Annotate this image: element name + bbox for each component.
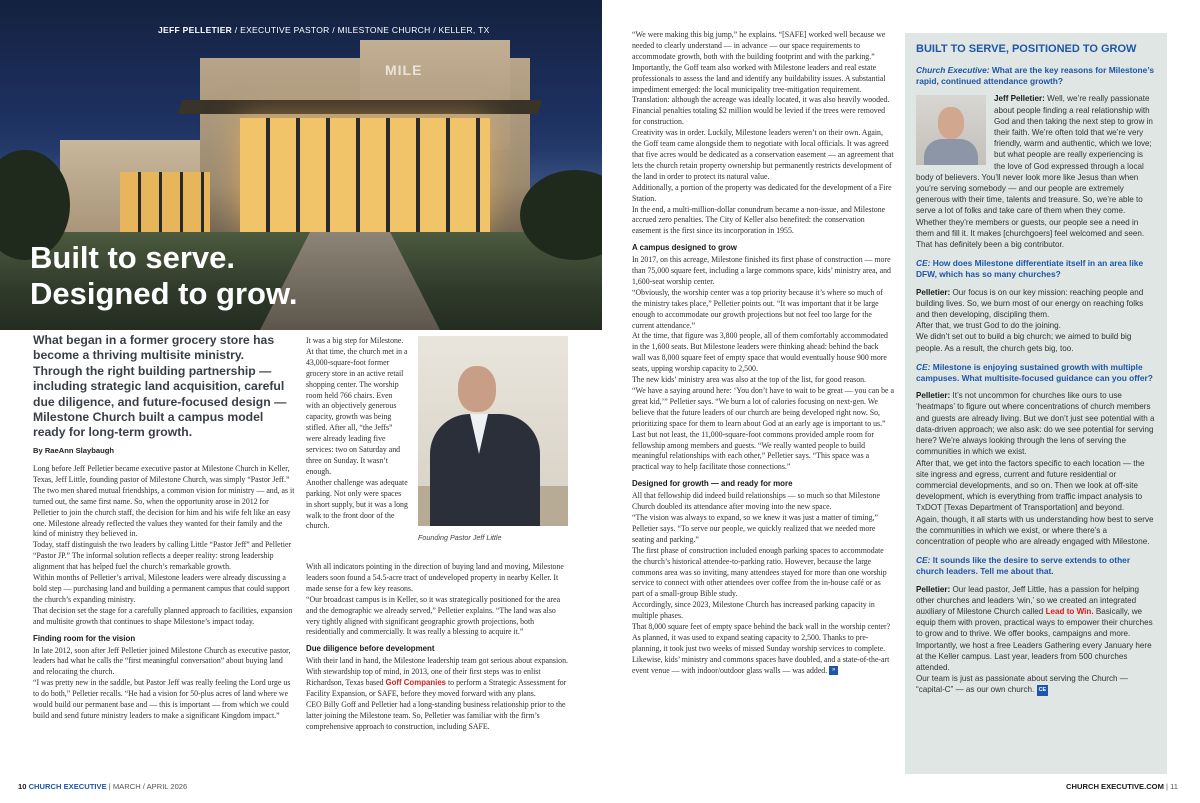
- photo-caption: Founding Pastor Jeff Little: [418, 533, 502, 542]
- subheading: A campus designed to grow: [632, 243, 737, 253]
- hero-photo: [0, 0, 602, 330]
- paragraph: Within months of Pelletier’s arrival, Milestone leaders were already discussing a bold step — purchasing land and building a permanent campus that could support the church’s expanding ministry.: [33, 573, 290, 604]
- continue-arrow-icon: »: [829, 666, 838, 675]
- headline-line-1: Built to serve.: [30, 240, 235, 275]
- head: [458, 366, 496, 412]
- paragraph: Long before Jeff Pelletier became executive pastor at Milestone Church in Keller, Texas, Jeff Little, founding pastor of Milestone Church, was simply “Pastor Jeff.” The two men shared mutual friendships, a common vision for ministry — and, as it turned out, the same first name. So, when the opportunity arose in 2012 for Pelletier to join the church staff, the decision for him and his wife felt like an easy one. Milestone already reflected the values they wanted for their family and the kind of ministry they believed in.: [33, 464, 295, 539]
- issue-date: | MARCH / APRIL 2026: [106, 782, 188, 791]
- answer: After that, we get into the factors specific to each location — the site ingress and egress, current and future residential or commercial developments, and so on. Then we look at off-site development, which is everything from traffic impact analysis to TxDOT [Texas Department of Transportation] and beyond.: [916, 458, 1145, 513]
- paragraph: The first phase of construction included enough parking spaces to accommodate the church’s historical attendee-to-parking ratio. However, because the large commons area was so inviting, many attendees stayed for more than one worship service to connect with other attendees over coffee from the in-house café or as part of a small-group Bible study.: [632, 545, 887, 599]
- paragraph: With all indicators pointing in the direction of buying land and moving, Milestone leaders soon found a 54.5-acre tract of undeveloped property in nearby Keller. It made sense for a few key reasons.: [306, 562, 564, 593]
- paragraph: Today, staff distinguish the two leaders by calling Little “Pastor Jeff” and Pelletier “Pastor JP.” The informal solution reflects a deeper reality: strong leadership alignment that has helped fuel the church’s remarkable growth.: [33, 540, 292, 572]
- lead-to-win-link[interactable]: Lead to Win.: [1045, 606, 1094, 616]
- answer: Jeff Pelletier: Well, we’re really passionate about people finding a real relationship with God and then taking the next step to grow in their faith. We’re often told that we’re very friendly, warm and authentic, which we love; but what people are really experiencing is the love of God expressed through a local body of believers. You’ll never look more like Jesus than when you’re serving somebody — and our people are extremely generous with their time, talents and treasure. So, we’re able to serve a lot of folks and take care of them when they come. Whether they’re members or guests, our people see a need in them and fill it. It makes [churchgoers] feel welcomed and seen. That has definitely been a big contributor.: [916, 94, 1153, 250]
- article-deck: What began in a former grocery store has become a thriving multisite ministry. Through the right building partnership — including strategic land acquisition, careful due diligence, and future-focused design — Milestone Church built a campus model ready for long-term growth.: [33, 333, 287, 440]
- goff-companies-link[interactable]: Goff Companies: [385, 678, 447, 688]
- headline-line-2: Designed to grow.: [30, 276, 298, 311]
- end-mark-icon: CE: [1037, 685, 1049, 696]
- question: CE: It sounds like the desire to serve extends to other church leaders. Tell me about that.: [916, 555, 1131, 577]
- building-sign: MILE: [385, 62, 423, 78]
- question: CE: How does Milestone differentiate itself in an area like DFW, which has so many churches?: [916, 258, 1144, 280]
- answer: After that, we trust God to do the joining.: [916, 321, 1061, 331]
- sidebar-title: BUILT TO SERVE, POSITIONED TO GROW: [916, 43, 1137, 55]
- subheading: Finding room for the vision: [33, 633, 136, 643]
- paragraph: Accordingly, since 2023, Milestone Church has increased parking capacity in multiple phases.: [632, 600, 875, 621]
- paragraph: The new kids’ ministry area was also at the top of the list, for good reason.: [632, 375, 867, 385]
- building-roof: [178, 100, 543, 114]
- paragraph: “Our broadcast campus is in Keller, so it was strategically positioned for the area and the demographic we already served,” Pelletier explains. “The land was also very tightly aligned with significant geographic growth projections, both residentially and commercially. It was really a blessing to acquire it.”: [306, 594, 561, 637]
- paragraph: Last but not least, the 11,000-square-foot commons provided ample room for fellowship among members and guests. “We really wanted people to build meaningful relationships with each other,” Pelletier says. “This space was a practical way to help facilitate those connections.”: [632, 429, 874, 472]
- paragraph: Additionally, a portion of the property was dedicated for the development of a Fire Station.: [632, 182, 892, 203]
- answer: Pelletier: It’s not uncommon for churches like ours to use ‘heatmaps’ to figure out where concentrations of church members and guests are already living. But we don’t just see potential with a data-driven approach; we also ask: do we see potential for serving here? We’re always looking through the lens of serving the communities in which we exist.: [916, 391, 1155, 457]
- photo-credit: JEFF PELLETIER / EXECUTIVE PASTOR / MILESTONE CHURCH / KELLER, TX: [158, 25, 490, 35]
- website[interactable]: CHURCH EXECUTIVE.COM: [1066, 782, 1164, 791]
- footer-right: [1066, 782, 1178, 791]
- paragraph: At the time, that figure was 3,800 people, all of them comfortably accommodated in the 1,600 seats. But Milestone leaders were thinking ahead: behind the back wall was 8,000 square feet of empty space that would eventually house 900 more seats, upping worship capacity to 2,500.: [632, 331, 888, 374]
- paragraph: In 2017, on this acreage, Milestone finished its first phase of construction — more than 75,000 square feet, including a large commons space, kids’ ministry area, and 1,600-seat worship center.: [632, 255, 891, 286]
- interview-sidebar: [905, 33, 1167, 774]
- question: CE: Milestone is enjoying sustained growth with multiple campuses. What multisite-focused guidance can you offer?: [916, 361, 1153, 384]
- paragraph: In the end, a multi-million-dollar conundrum became a non-issue, and Milestone accrued zero penalties. The City of Keller also benefited: the conservation easement is the first since its incorporation in 1955.: [632, 204, 886, 236]
- subheading: Designed for growth — and ready for more: [632, 479, 793, 489]
- paragraph: In late 2012, soon after Jeff Pelletier joined Milestone Church as executive pastor, leaders had what he calls the “first meaningful conversation” about buying land and relocating the church.: [33, 645, 291, 677]
- article-headline: [30, 240, 298, 312]
- answer: Pelletier: Our focus is on our key mission: reaching people and building lives. So, we burn most of our energy on reaching folks and then developing, discipling them.: [916, 287, 1144, 320]
- portrait-photo: [418, 336, 568, 526]
- column-2-top: [306, 336, 408, 532]
- paragraph: “We were making this big jump,” he explains. “[SAFE] worked well because we needed to clearly understand — in advance — our space requirements to accommodate growth, both with the building footprint and with the parking.”: [632, 30, 886, 61]
- paragraph: Likewise, kids’ ministry and commons spaces have doubled, and a state-of-the-art event venue — with indoor/outdoor glass walls — was added. »: [632, 654, 890, 675]
- paragraph: Creativity was in order. Luckily, Milestone leaders weren’t on their own. Again, the Goff team came alongside them to negotiate with local officials. It was agreed that five acres would be dedicated as a conservation easement — an agreement that lets the church retain property ownership but permanently restricts development of the land in order to protect its natural value.: [632, 128, 894, 181]
- answer: We didn’t set out to build a big church; we aimed to build big people. As a result, the church gets big, too.: [916, 332, 1132, 353]
- page-number: 10: [18, 782, 27, 791]
- paragraph: That 8,000 square feet of empty space behind the back wall in the worship center? As planned, it was used to expand seating capacity to 2,500. Thanks to pre-planning, it took just two weeks of missed Sunday worship services to complete.: [632, 622, 891, 653]
- suit: [430, 414, 540, 526]
- answer: Our team is just as passionate about serving the Church — “capital-C” — as our own church. CE: [916, 674, 1128, 695]
- paragraph: With their land in hand, the Milestone leadership team got serious about expansion. With stewardship top of mind, in 2013, one of their first steps was to enlist Richardson, Texas based Goff Companies to perform a Strategic Assessment for Facility Expansion, or SAFE, before they moved forward with any plans.: [306, 656, 568, 698]
- question: Church Executive: What are the key reasons for Milestone’s rapid, continued attendance growth?: [916, 65, 1154, 87]
- paragraph: “We have a saying around here: ‘You don’t have to wait to be great — you can be a great kid,’” Pelletier says. “We burn a lot of calories focusing on next-gen. We believe that the future leaders of our church are being developed right now. So, prioritizing space for them to learn about God at an early age is important to us.”: [632, 386, 894, 428]
- paragraph: Another challenge was adequate parking. Not only were spaces in short supply, but it was a long walk to the front door of the church.: [306, 477, 408, 531]
- paragraph: CEO Billy Goff and Pelletier had a long-standing business relationship prior to the latter joining the Milestone team. So, Pelletier was familiar with the firm’s comprehensive approach to construction, including SAFE.: [306, 699, 566, 731]
- column-3: [632, 30, 894, 677]
- paragraph: That decision set the stage for a carefully planned approach to facilities, expansion and multisite growth that continues to shape Milestone’s impact today.: [33, 605, 293, 626]
- paragraph: “I was pretty new in the saddle, but Pastor Jeff was really feeling the Lord urge us to do both,” Pelletier recalls. “He had a vision for 50-plus acres of land where we would build our permanent base and — this is important — from which we could build and send future ministry leaders to make a significant Kingdom impact.”: [33, 678, 291, 720]
- paragraph: It was a big step for Milestone. At that time, the church met in a 43,000-square-foot former grocery store in an active retail shopping center. The worship room held 766 chairs. Even with an objectively generous capacity, growth was being stifled. After all, “the Jeffs” were already leading five services: two on Saturday and three on Sunday. It wasn’t enough.: [306, 336, 408, 476]
- answer: Pelletier: Our lead pastor, Jeff Little, has a passion for helping other churches and leaders ‘win,’ so we created an integrated auxiliary of Milestone Church called Lead to Win. Basically, we equip them with proven, practical ways to empower their churches to grow and to thrive. We offer books, campaigns and more.: [916, 584, 1153, 639]
- answer: Again, though, it all starts with us understanding how best to serve the communities in which we exist, or where there’s a concentration of people who are already engaged with Milestone.: [916, 514, 1154, 546]
- byline: By RaeAnn Slaybaugh: [33, 446, 115, 455]
- paragraph: “The vision was always to expand, so we knew it was just a matter of timing,” Pelletier says. “To serve our people, we quickly realized that we needed more seating and parking.”: [632, 512, 878, 544]
- page-number: | 11: [1163, 782, 1178, 791]
- building-glass-left: [120, 172, 210, 234]
- paragraph: “Obviously, the worship center was a top priority because it’s where so much of the ministry takes place,” Pelletier points out. “It was important that it be large enough to accommodate our growth projections but not feel too large for the current attendance.”: [632, 287, 883, 330]
- paragraph: Importantly, the Goff team also worked with Milestone leaders and real estate professionals to assess the land and identify any buildability issues. A substantial impediment emerged: the local municipality tree-mitigation requirement. Translation: although the acreage was ideally located, it was also heavily wooded. Financial penalties totaling $2 million would be levied if the trees were removed for construction.: [632, 62, 890, 127]
- column-1: [33, 464, 295, 722]
- interviewee-photo: [916, 95, 986, 165]
- paragraph: All that fellowship did indeed build relationships — so much so that Milestone Church doubled its attendance after moving into the new space.: [632, 491, 880, 512]
- column-2: [306, 562, 568, 733]
- building-glass-facade: [240, 118, 490, 233]
- subheading: Due diligence before development: [306, 644, 435, 654]
- answer: Importantly, we host a free Leaders Gathering every January here at the Keller campus. Last year, leaders from 500 churches attended.: [916, 640, 1152, 672]
- footer-left: [18, 782, 187, 791]
- magazine-name: CHURCH EXECUTIVE: [28, 782, 107, 791]
